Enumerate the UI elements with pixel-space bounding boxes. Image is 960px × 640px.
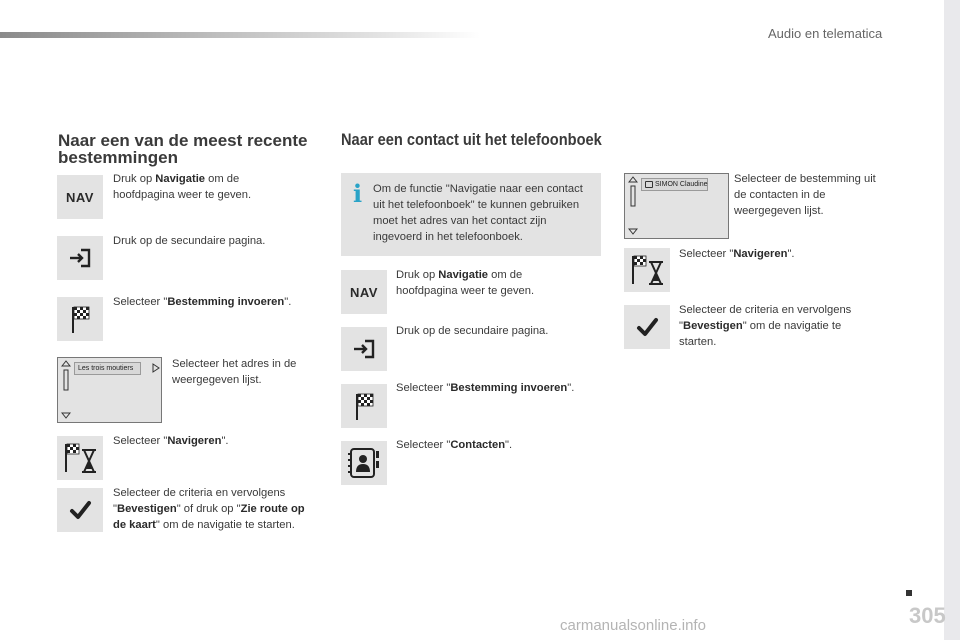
watermark: carmanualsonline.info [560,617,706,634]
flag-hourglass-icon [624,248,670,292]
left-step-3: Selecteer "Bestemming invoeren". [113,296,292,308]
page-number: 305 [909,603,946,628]
left-step-1: Druk op Navigatie om de hoofdpagina weer te geven. [113,173,252,201]
right-step-2: Selecteer "Navigeren". [679,248,795,260]
right-step-3: Selecteer de criteria en vervolgens "Bevestigen" om de navigatie te starten. [679,304,852,348]
nav-label: NAV [350,284,378,300]
right-step-1: Selecteer de bestemming uit de contacten in de weergegeven lijst. [734,173,876,217]
info-text: Om de functie "Navigatie naar een contact uit het telefoonboek" te kunnen gebruiken moet het adres van het contact zijn ingevoerd in het telefoonboek. [373,183,583,243]
left-section-title: Naar een van de meest recente bestemmingen [58,131,308,167]
nav-label: NAV [66,189,94,205]
address-list-screen-icon [57,357,162,423]
page-edge-strip [944,0,960,640]
left-step-4: Selecteer het adres in de weergegeven lijst. [172,358,297,386]
info-icon: i [353,179,363,208]
middle-step-2: Druk op de secundaire pagina. [396,325,549,337]
secondary-page-icon [57,236,103,280]
flag-hourglass-icon [57,436,103,480]
info-box [341,173,601,256]
nav-button-icon [341,270,387,314]
contacts-icon [341,441,387,485]
secondary-page-icon [341,327,387,371]
middle-step-1: Druk op Navigatie om de hoofdpagina weer te geven. [396,269,535,297]
contact-list-screen-icon [624,173,729,239]
address-list-item: Les trois moutiers [74,362,141,375]
contact-list-item: SIMON Claudine [641,178,708,191]
left-step-6: Selecteer de criteria en vervolgens "Bevestigen" of druk op "Zie route op de kaart" om de navigatie te starten. [113,487,305,531]
checkered-flag-icon [341,384,387,428]
end-of-section-marker [906,590,912,596]
nav-button-icon [57,175,103,219]
checkered-flag-icon [57,297,103,341]
contact-card-icon [645,181,653,188]
check-icon [624,305,670,349]
middle-section-title: Naar een contact uit het telefoonboek [341,130,602,149]
header-gradient-bar [0,32,480,38]
section-header: Audio en telematica [768,26,883,41]
check-icon [57,488,103,532]
middle-step-4: Selecteer "Contacten". [396,439,513,451]
left-step-5: Selecteer "Navigeren". [113,435,229,447]
middle-step-3: Selecteer "Bestemming invoeren". [396,382,575,394]
left-step-2: Druk op de secundaire pagina. [113,235,266,247]
